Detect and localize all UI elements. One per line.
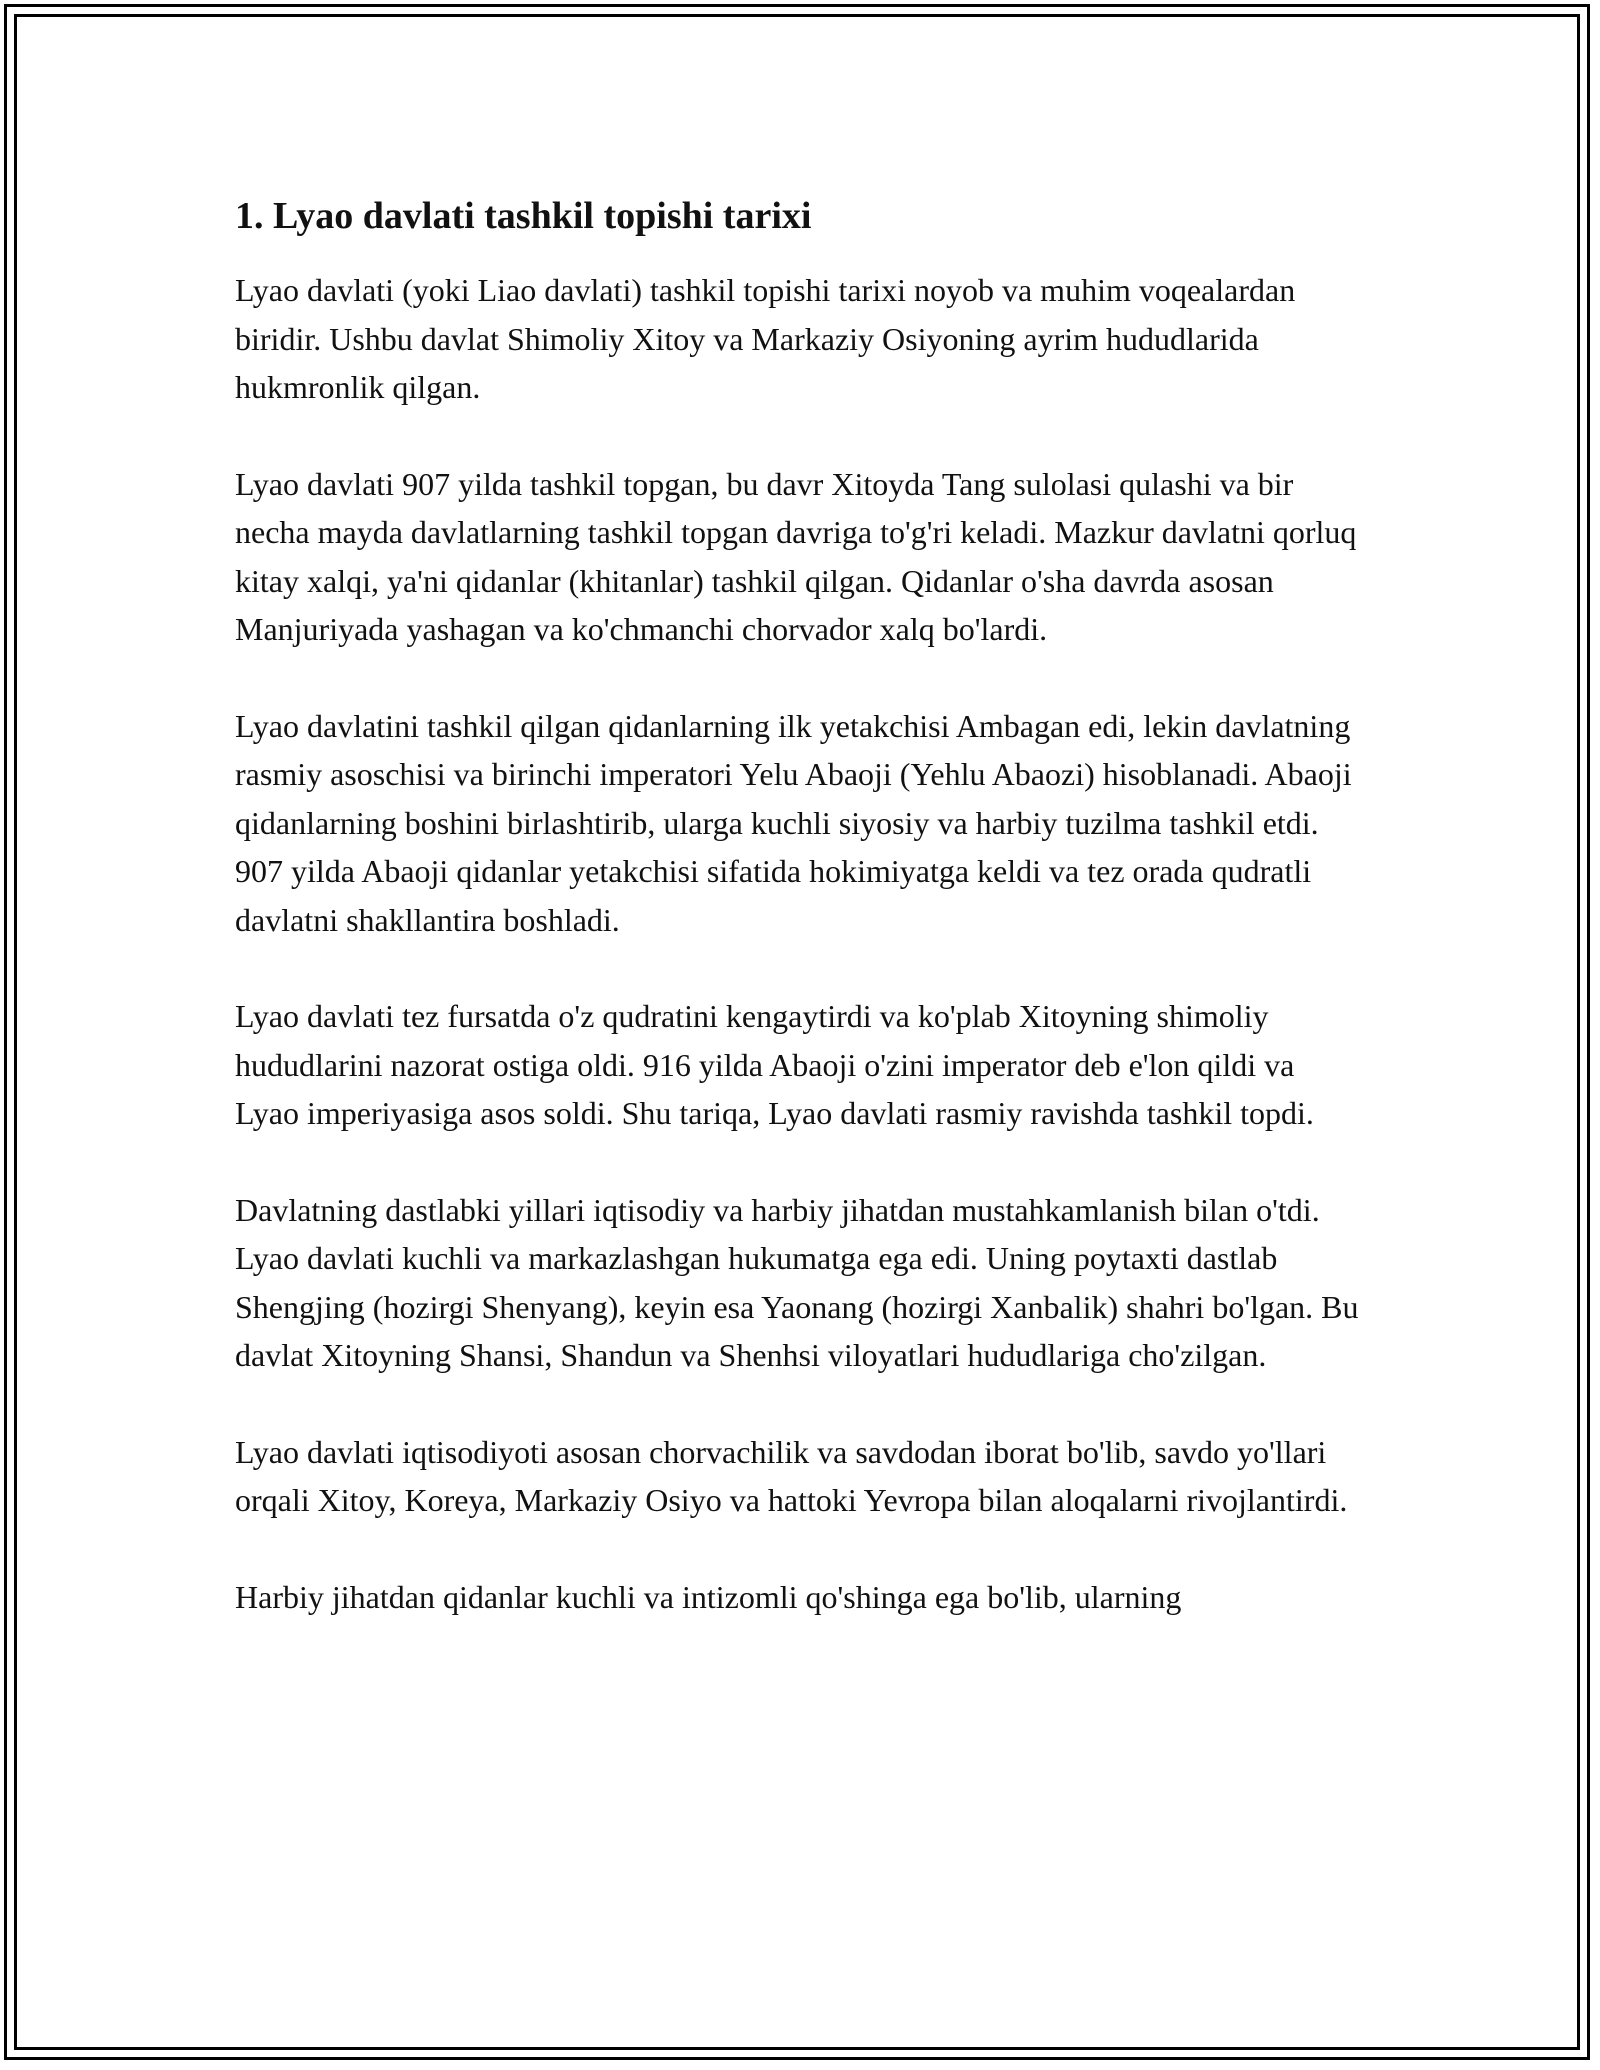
paragraph-6: Lyao davlati iqtisodiyoti asosan chorvachilik va savdodan iborat bo'lib, savdo yo'llari orqali Xitoy, Koreya, Markaziy Osiyo va hattoki Yevropa bilan aloqalarni rivojlantirdi. [235, 1433, 1348, 1518]
paragraph-3: Lyao davlatini tashkil qilgan qidanlarning ilk yetakchisi Ambagan edi, lekin davlatning rasmiy asoschisi va birinchi imperatori Yelu Abaoji (Yehlu Abaozi) hisoblanadi. Abaoji qidanlarning boshini birlashtirib, ularga kuchli siyosiy va harbiy tuzilma tashkil etdi. 907 yilda Abaoji qidanlar yetakchisi sifatida hokimiyatga keldi va tez orada qudratli davlatni shakllantira boshladi. [235, 707, 1352, 938]
paragraph-2: Lyao davlati 907 yilda tashkil topgan, bu davr Xitoyda Tang sulolasi qulashi va bir necha mayda davlatlarning tashkil topgan davriga to'g'ri keladi. Mazkur davlatni qorluq kitay xalqi, ya'ni qidanlar (khitanlar) tashkil qilgan. Qidanlar o'sha davrda asosan Manjuriyada yashagan va ko'chmanchi chorvador xalq bo'lardi. [235, 465, 1357, 647]
document-body [235, 190, 1375, 1621]
section-heading: 1. Lyao davlati tashkil topishi tarixi [235, 195, 812, 237]
paragraph-1: Lyao davlati (yoki Liao davlati) tashkil topishi tarixi noyob va muhim voqealardan biridir. Ushbu davlat Shimoliy Xitoy va Markaziy Osiyoning ayrim hududlarida hukmronlik qilgan. [235, 272, 1296, 405]
paragraph-5: Davlatning dastlabki yillari iqtisodiy va harbiy jihatdan mustahkamlanish bilan o'tdi. Lyao davlati kuchli va markazlashgan hukumatga ega edi. Uning poytaxti dastlab Shengjing (hozirgi Shenyang), keyin esa Yaonang (hozirgi Xanbalik) shahri bo'lgan. Bu davlat Xitoyning Shansi, Shandun va Shenhsi viloyatlari hududlariga cho'zilgan. [235, 1191, 1359, 1373]
paragraph-7: Harbiy jihatdan qidanlar kuchli va intizomli qo'shinga ega bo'lib, ularning [235, 1578, 1182, 1615]
paragraph-4: Lyao davlati tez fursatda o'z qudratini kengaytirdi va ko'plab Xitoyning shimoliy hududlarini nazorat ostiga oldi. 916 yilda Abaoji o'zini imperator deb e'lon qildi va Lyao imperiyasiga asos soldi. Shu tariqa, Lyao davlati rasmiy ravishda tashkil topdi. [235, 998, 1314, 1131]
